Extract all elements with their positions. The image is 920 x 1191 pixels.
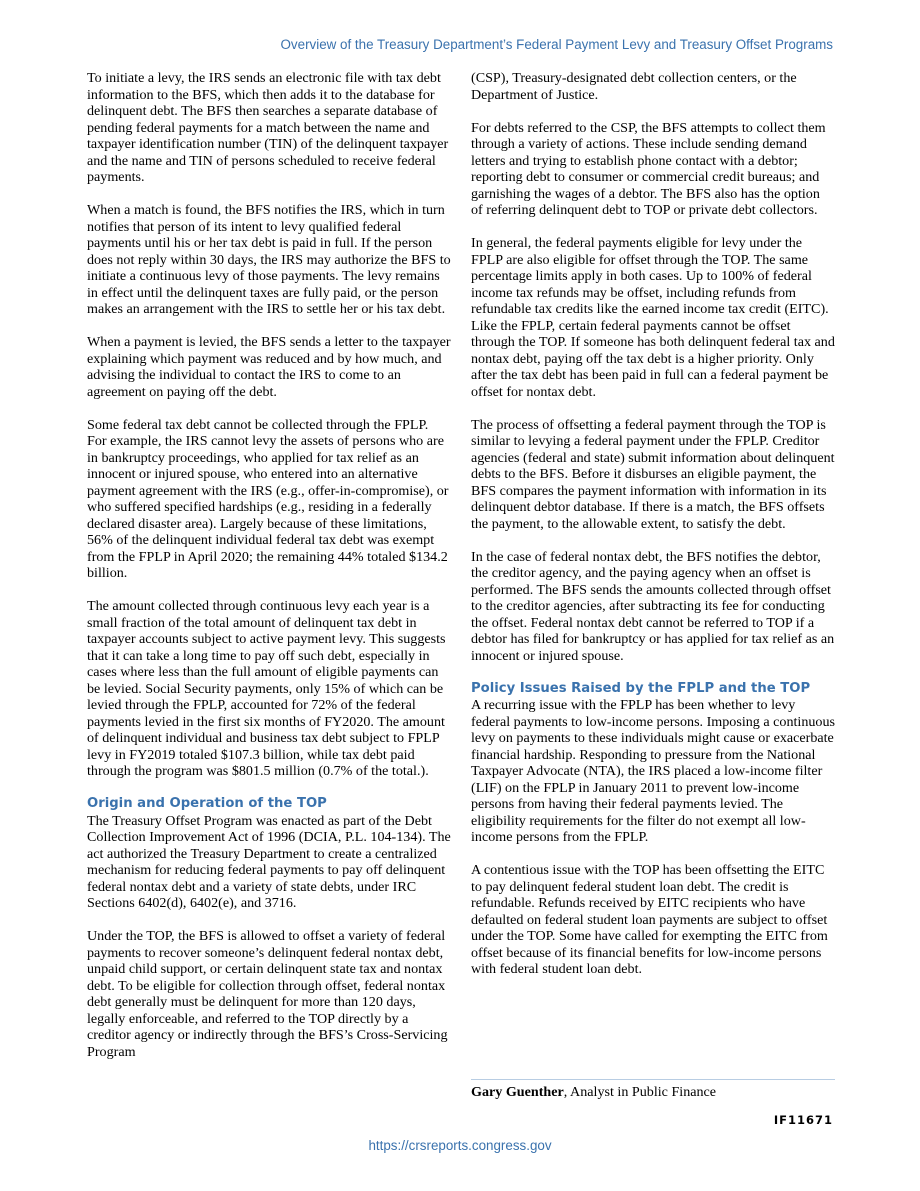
- author-divider: [471, 1079, 835, 1080]
- paragraph: In general, the federal payments eligible for levy under the FPLP are also eligible for offset through the TOP. The same percentage limits apply in both cases. Up to 100% of federal income tax refunds may be offset, including refunds from refundable tax credits like the earned income tax credit (EITC). Like the FPLP, certain federal payments cannot be offset through the TOP. If someone has both delinquent federal tax and nontax debt, paying off the tax debt is a higher priority. Only after the tax debt has been paid in full can a federal payment be offset for nontax debt.: [471, 235, 835, 400]
- paragraph: For debts referred to the CSP, the BFS attempts to collect them through a variety of actions. These include sending demand letters and trying to establish phone contact with a debtor; reporting debt to consumer or commercial credit bureaus; and garnishing the wages of a debtor. The BFS also has the option of referring delinquent debt to TOP or private debt collectors.: [471, 119, 826, 218]
- paragraph: In the case of federal nontax debt, the BFS notifies the debtor, the creditor agency, and the paying agency when an offset is performed. The BFS sends the amounts collected through offset to the creditor agencies, after subtracting its fee for conducting the offset. Federal nontax debt cannot be referred to TOP if a debtor has filed for bankruptcy or has applied for tax relief as an innocent or injured spouse.: [471, 548, 835, 664]
- paragraph: The Treasury Offset Program was enacted as part of the Debt Collection Improvement Act of 1996 (DCIA, P.L. 104-134). The act authorized the Treasury Department to create a centralized mechanism for reducing federal payments to pay off delinquent federal nontax debt and a variety of state debts, under IRC Sections 6402(d), 6402(e), and 3716.: [87, 812, 451, 911]
- paragraph: A recurring issue with the FPLP has been whether to levy federal payments to low-income persons. Imposing a continuous levy on payments to these individuals might cause or exacerbate financial hardship. Responding to pressure from the National Taxpayer Advocate (NTA), the IRS placed a low-income filter (LIF) on the FPLP in January 2011 to prevent low-income persons from having their federal payments levied. The eligibility requirements for the filter do not exempt all low-income persons from the FPLP.: [471, 697, 836, 845]
- paragraph: To initiate a levy, the IRS sends an electronic file with tax debt information to the BFS, which then adds it to the database for delinquent debt. The BFS then searches a separate database of pending federal payments for a match between the name and taxpayer identification number (TIN) of the delinquent taxpayer and the name and TIN of persons scheduled to receive federal payments.: [87, 70, 449, 185]
- report-number: IF11671: [773, 1113, 833, 1127]
- left-column: [87, 70, 451, 1077]
- footer-url[interactable]: https://crsreports.congress.gov: [368, 1138, 552, 1153]
- paragraph: A contentious issue with the TOP has been offsetting the EITC to pay delinquent federal student loan debt. The credit is refundable. Refunds received by EITC recipients who have defaulted on federal student loan payments are subject to offset under the TOP. Some have called for exempting the EITC from offset because of its financial benefits for low-income persons with federal student loan debt.: [471, 862, 828, 977]
- paragraph: The process of offsetting a federal payment through the TOP is similar to levying a federal payment under the FPLP. Creditor agencies (federal and state) submit information about delinquent debts to the BFS. Before it disburses an eligible payment, the BFS compares the payment information with information in its delinquent debtor database. If there is a match, the BFS offsets the payment, to the allowable extent, to satisfy the debt.: [471, 416, 835, 532]
- paragraph: When a match is found, the BFS notifies the IRS, which in turn notifies that person of its intent to levy qualified federal payments until his or her tax debt is paid in full. If the person does not reply within 30 days, the IRS may authorize the BFS to initiate a continuous levy of those payments. The levy remains in effect until the delinquent taxes are fully paid, or the person makes an arrangement with the IRS to settle her or his tax debt.: [87, 202, 451, 317]
- paragraph: The amount collected through continuous levy each year is a small fraction of the total amount of delinquent tax debt in taxpayer accounts subject to active payment levy. This suggests that it can take a long time to pay off such debt, especially in cases where less than the full amount of eligible payments can be levied. Social Security payments, only 15% of which can be levied through the FPLP, accounted for 72% of the federal payments levied in the first six months of FY2020. The amount of delinquent individual and business tax debt subject to FPLP levy in FY2019 totaled $107.3 billion, while tax debt paid through the program was $801.5 million (0.7% of the total.).: [87, 598, 446, 779]
- paragraph: Under the TOP, the BFS is allowed to offset a variety of federal payments to recover someone’s delinquent federal nontax debt, unpaid child support, or certain delinquent state tax and nontax debt. To be eligible for collection through offset, federal nontax debt generally must be delinquent for more than 120 days, legally enforceable, and referred to the TOP directly by a creditor agency or indirectly through the BFS’s Cross-Servicing Program: [87, 928, 448, 1060]
- author-name: Gary Guenther: [471, 1084, 564, 1100]
- section-heading-policy: Policy Issues Raised by the FPLP and the TOP: [471, 680, 811, 696]
- paragraph: When a payment is levied, the BFS sends a letter to the taxpayer explaining which payment was reduced and by how much, and advising the individual to contact the IRS to come to an agreement on paying off the debt.: [87, 334, 451, 400]
- author-line: [471, 1084, 716, 1101]
- paragraph: (CSP), Treasury-designated debt collection centers, or the Department of Justice.: [471, 70, 797, 103]
- paragraph: Some federal tax debt cannot be collected through the FPLP. For example, the IRS cannot levy the assets of persons who are in bankruptcy proceedings, who applied for tax relief as an innocent or injured spouse, who entered into an alternative payment agreement with the IRS (e.g., offer-in-compromise), or who suffered specified hardships (e.g., residing in a federally declared disaster area). Largely because of these limitations, 56% of the delinquent individual federal tax debt was exempt from the FPLP in April 2020; the remaining 44% totaled $134.2 billion.: [87, 416, 449, 581]
- running-header: Overview of the Treasury Department’s Federal Payment Levy and Treasury Offset Programs: [280, 37, 833, 52]
- author-title: , Analyst in Public Finance: [563, 1084, 717, 1100]
- right-column: [471, 70, 835, 994]
- section-heading-top: Origin and Operation of the TOP: [87, 796, 327, 811]
